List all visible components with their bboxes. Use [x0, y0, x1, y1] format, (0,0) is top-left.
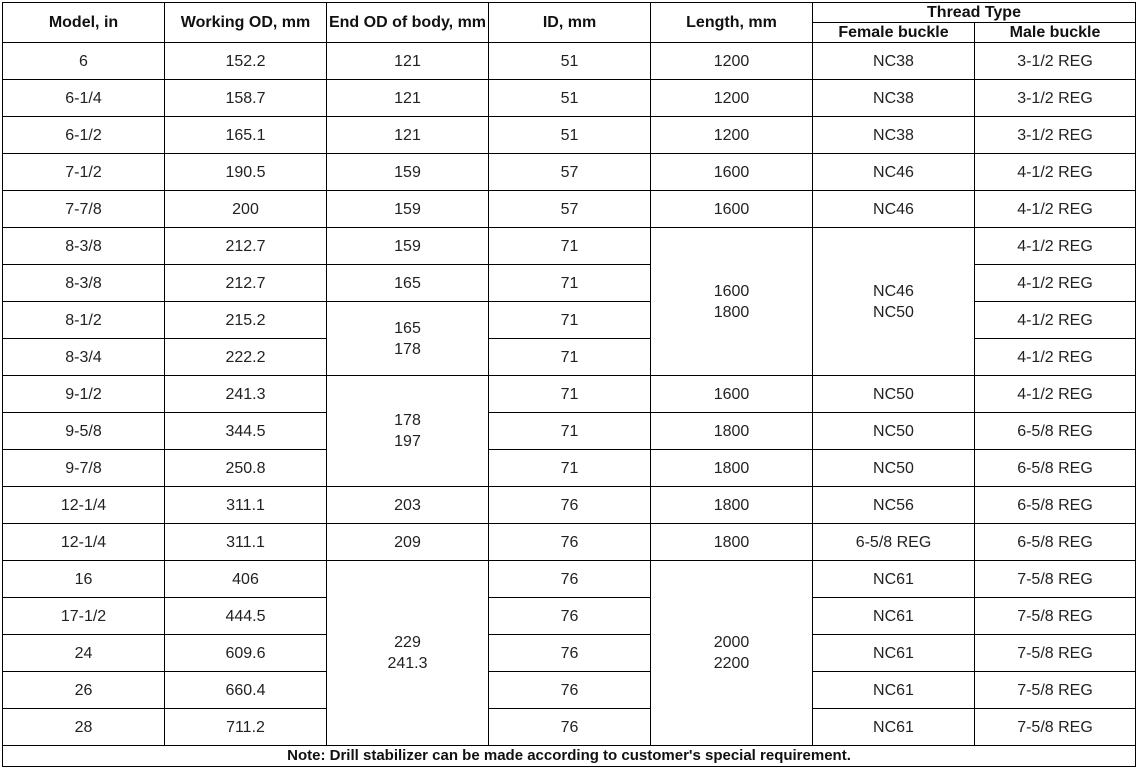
- cell-id: 76: [489, 672, 651, 709]
- cell-model: 9-5/8: [3, 413, 165, 450]
- cell-model: 6-1/4: [3, 80, 165, 117]
- cell-id: 76: [489, 709, 651, 746]
- table-row: [3, 598, 1136, 635]
- table-note: Note: Drill stabilizer can be made according to customer's special requirement.: [3, 746, 1136, 767]
- length-value: 1600: [713, 282, 750, 300]
- cell-model: 17-1/2: [3, 598, 165, 635]
- cell-id: 71: [489, 376, 651, 413]
- header-model: Model, in: [3, 3, 165, 43]
- cell-id: 51: [489, 80, 651, 117]
- cell-model: 8-3/8: [3, 228, 165, 265]
- end-od-value: 229: [394, 634, 421, 651]
- cell-working-od: 609.6: [165, 635, 327, 672]
- table-row: [3, 117, 1136, 154]
- cell-model: 7-7/8: [3, 191, 165, 228]
- cell-end-od: 159: [327, 154, 489, 191]
- cell-female-buckle: NC46: [813, 154, 975, 191]
- cell-male-buckle: 7-5/8 REG: [975, 561, 1136, 598]
- cell-id: 57: [489, 191, 651, 228]
- cell-length: 1600: [651, 191, 813, 228]
- table-row: [3, 43, 1136, 80]
- stabilizer-spec-table: [2, 2, 1136, 767]
- cell-end-od: 121: [327, 117, 489, 154]
- cell-female-buckle: NC38: [813, 117, 975, 154]
- cell-working-od: 200: [165, 191, 327, 228]
- cell-model: 9-1/2: [3, 376, 165, 413]
- cell-model: 26: [3, 672, 165, 709]
- end-od-value: 178: [394, 340, 421, 358]
- table-row: [3, 672, 1136, 709]
- cell-male-buckle: 4-1/2 REG: [975, 302, 1136, 339]
- cell-female-buckle: NC61: [813, 672, 975, 709]
- cell-length: 1800: [651, 487, 813, 524]
- cell-length: 1800: [651, 524, 813, 561]
- cell-female-buckle-merged: [813, 228, 975, 376]
- cell-working-od: 250.8: [165, 450, 327, 487]
- cell-length: 1800: [651, 450, 813, 487]
- cell-working-od: 311.1: [165, 487, 327, 524]
- cell-model: 8-3/8: [3, 265, 165, 302]
- header-end-od: End OD of body, mm: [327, 3, 489, 43]
- cell-end-od: 165: [327, 265, 489, 302]
- end-od-value: 178: [394, 412, 421, 429]
- table-row: [3, 413, 1136, 450]
- cell-end-od: 159: [327, 228, 489, 265]
- cell-female-buckle: NC56: [813, 487, 975, 524]
- cell-male-buckle: 6-5/8 REG: [975, 487, 1136, 524]
- cell-male-buckle: 4-1/2 REG: [975, 339, 1136, 376]
- cell-length: 1200: [651, 80, 813, 117]
- cell-model: 16: [3, 561, 165, 598]
- end-od-value: 197: [394, 433, 421, 450]
- cell-length: 1600: [651, 376, 813, 413]
- cell-female-buckle: NC50: [813, 413, 975, 450]
- cell-id: 51: [489, 43, 651, 80]
- cell-male-buckle: 6-5/8 REG: [975, 524, 1136, 561]
- cell-length: 1800: [651, 413, 813, 450]
- cell-working-od: 158.7: [165, 80, 327, 117]
- cell-male-buckle: 4-1/2 REG: [975, 265, 1136, 302]
- cell-end-od: 121: [327, 80, 489, 117]
- cell-male-buckle: 4-1/2 REG: [975, 228, 1136, 265]
- cell-female-buckle: NC50: [813, 376, 975, 413]
- cell-id: 57: [489, 154, 651, 191]
- cell-end-od: 121: [327, 43, 489, 80]
- cell-length: 1600: [651, 154, 813, 191]
- note-row: [3, 746, 1136, 767]
- cell-female-buckle: 6-5/8 REG: [813, 524, 975, 561]
- table-row: [3, 80, 1136, 117]
- length-value: 2000: [713, 634, 750, 651]
- cell-male-buckle: 3-1/2 REG: [975, 117, 1136, 154]
- cell-male-buckle: 6-5/8 REG: [975, 413, 1136, 450]
- cell-model: 6-1/2: [3, 117, 165, 154]
- cell-id: 71: [489, 265, 651, 302]
- cell-length: 1200: [651, 117, 813, 154]
- cell-id: 71: [489, 228, 651, 265]
- header-length: Length, mm: [651, 3, 813, 43]
- cell-working-od: 212.7: [165, 228, 327, 265]
- cell-end-od-merged: [327, 561, 489, 746]
- cell-model: 9-7/8: [3, 450, 165, 487]
- cell-length-merged: [651, 228, 813, 376]
- table-row: [3, 191, 1136, 228]
- cell-id: 71: [489, 413, 651, 450]
- cell-male-buckle: 7-5/8 REG: [975, 709, 1136, 746]
- length-value: 1800: [713, 303, 750, 321]
- cell-model: 12-1/4: [3, 487, 165, 524]
- cell-female-buckle: NC46: [813, 191, 975, 228]
- cell-working-od: 222.2: [165, 339, 327, 376]
- cell-female-buckle: NC61: [813, 598, 975, 635]
- cell-model: 8-1/2: [3, 302, 165, 339]
- cell-model: 12-1/4: [3, 524, 165, 561]
- cell-working-od: 165.1: [165, 117, 327, 154]
- cell-id: 51: [489, 117, 651, 154]
- header-male-buckle: Male buckle: [975, 23, 1136, 43]
- cell-working-od: 311.1: [165, 524, 327, 561]
- female-buckle-value: NC46: [873, 282, 914, 300]
- header-working-od: Working OD, mm: [165, 3, 327, 43]
- cell-end-od: 203: [327, 487, 489, 524]
- cell-id: 76: [489, 598, 651, 635]
- cell-male-buckle: 7-5/8 REG: [975, 672, 1136, 709]
- cell-female-buckle: NC38: [813, 43, 975, 80]
- cell-id: 71: [489, 302, 651, 339]
- table-row: [3, 487, 1136, 524]
- cell-female-buckle: NC50: [813, 450, 975, 487]
- cell-working-od: 711.2: [165, 709, 327, 746]
- cell-working-od: 406: [165, 561, 327, 598]
- table-row: [3, 635, 1136, 672]
- cell-female-buckle: NC38: [813, 80, 975, 117]
- end-od-value: 241.3: [387, 655, 428, 672]
- cell-male-buckle: 4-1/2 REG: [975, 154, 1136, 191]
- cell-working-od: 660.4: [165, 672, 327, 709]
- cell-id: 76: [489, 561, 651, 598]
- cell-id: 76: [489, 635, 651, 672]
- header-id: ID, mm: [489, 3, 651, 43]
- cell-male-buckle: 4-1/2 REG: [975, 376, 1136, 413]
- cell-end-od-merged: [327, 302, 489, 376]
- cell-end-od: 159: [327, 191, 489, 228]
- table-row: [3, 228, 1136, 265]
- cell-female-buckle: NC61: [813, 709, 975, 746]
- table-row: [3, 376, 1136, 413]
- table-row: [3, 709, 1136, 746]
- cell-working-od: 241.3: [165, 376, 327, 413]
- cell-working-od: 344.5: [165, 413, 327, 450]
- cell-working-od: 152.2: [165, 43, 327, 80]
- cell-male-buckle: 4-1/2 REG: [975, 191, 1136, 228]
- cell-id: 71: [489, 339, 651, 376]
- cell-working-od: 190.5: [165, 154, 327, 191]
- table-row: [3, 561, 1136, 598]
- cell-id: 76: [489, 487, 651, 524]
- cell-male-buckle: 6-5/8 REG: [975, 450, 1136, 487]
- cell-male-buckle: 7-5/8 REG: [975, 598, 1136, 635]
- cell-end-od-merged: [327, 376, 489, 487]
- length-value: 2200: [713, 655, 750, 672]
- cell-id: 76: [489, 524, 651, 561]
- cell-working-od: 444.5: [165, 598, 327, 635]
- cell-end-od: 209: [327, 524, 489, 561]
- cell-male-buckle: 3-1/2 REG: [975, 43, 1136, 80]
- cell-id: 71: [489, 450, 651, 487]
- end-od-value: 165: [394, 319, 421, 337]
- female-buckle-value: NC50: [873, 303, 914, 321]
- header-thread-type: Thread Type: [813, 3, 1136, 23]
- cell-model: 24: [3, 635, 165, 672]
- cell-working-od: 215.2: [165, 302, 327, 339]
- table-row: [3, 154, 1136, 191]
- header-female-buckle: Female buckle: [813, 23, 975, 43]
- cell-male-buckle: 3-1/2 REG: [975, 80, 1136, 117]
- table-row: [3, 450, 1136, 487]
- cell-working-od: 212.7: [165, 265, 327, 302]
- cell-female-buckle: NC61: [813, 635, 975, 672]
- cell-model: 8-3/4: [3, 339, 165, 376]
- cell-length: 1200: [651, 43, 813, 80]
- cell-model: 28: [3, 709, 165, 746]
- cell-model: 7-1/2: [3, 154, 165, 191]
- cell-length-merged: [651, 561, 813, 746]
- table-row: [3, 524, 1136, 561]
- cell-female-buckle: NC61: [813, 561, 975, 598]
- cell-male-buckle: 7-5/8 REG: [975, 635, 1136, 672]
- cell-model: 6: [3, 43, 165, 80]
- header-row-1: [3, 3, 1136, 23]
